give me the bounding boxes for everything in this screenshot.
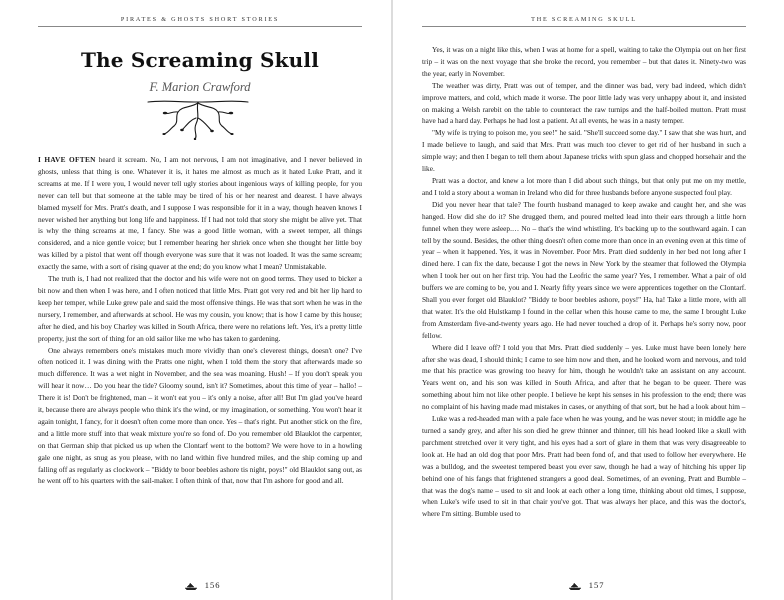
paragraph: The truth is, I had not realized that the doctor and his wife were not on good terms. They used to bicker a bit now and then when I was here, and I often noticed that little Mrs. Pratt got very red and bit her lip hard to keep her temper, while Luke grew pale and said the most offensive things. He was that sort when he was in the nursery, I remember, and afterwards at school. He was my cousin, you know; that is how I came by this house; after he died, and his boy Charley was killed in South Africa, there were no relations left. Yes, it's a pretty little property, just the sort of thing for an old sailor like me who has taken to gardening.	[38, 274, 362, 343]
opening-words: I HAVE OFTEN	[38, 155, 96, 164]
page-number-left: 156	[204, 580, 221, 590]
paragraph: Luke was a red-headed man with a pale face when he was young, and he was never stout; in middle age he turned a sandy grey, and after his son died he grew thinner and thinner, till his head looked like a skull with parchment stretched over it very tight, and his eyes had a sort of glare in them that was very disagreeable to look at. He had an old dog that poor Mrs. Pratt had been fond of, and that used to follow her everywhere. He was a bulldog, and the sweetest tempered beast you ever saw, though he had a way of hitching his upper lip behind one of his fangs that frightened strangers a good deal. Sometimes, of an evening, Pratt and Bumble – that was the dog's name – used to sit and look at each other a long time, thinking about old times, I suppose, when Luke's wife used to sit in that chair you've got. That was always her place, and this was the doctor's, where I'm sitting. Bumble used to	[422, 414, 746, 519]
paragraph: Did you never hear that tale? The fourth husband managed to keep awake and caught her, and she was hanged. How did she do it? She drugged them, and poured melted lead into their ears through a little horn funnel when they were asleep.… No – that's the wind whistling. It's backing up to the southward again. I can tell by the sound. Besides, the other thing doesn't often come more than once in an evening even at this time of year – when it happened. Yes, it was in November. Poor Mrs. Pratt died suddenly in her bed not long after I dined here. I can fix the date, because I got the news in New York by the steamer that followed the Olympia when I took her out on her first trip. You had the Leofric the same year? Yes, I remember. What a pair of old buffers we are coming to be, you and I. Nearly fifty years since we were apprentices together on the Clontarf. Shall you ever forget old Blauklot? "Biddy te boor beebles ashore, poys!" Ha, ha! Take a little more, with all that water. It's the old Hulstkamp I found in the cellar when this house came to me, the same I brought Luke from Amsterdam five-and-twenty years ago. He had never touched a drop of it. Perhaps he's sorry now, poor fellow.	[422, 199, 746, 340]
ship-icon	[569, 583, 581, 590]
paragraph: The weather was dirty, Pratt was out of temper, and the dinner was bad, very bad indeed, which didn't improve matters, and cold, which made it worse. The poor little lady was very unhappy about it, and insisted on making a Welsh rarebit on the table to counteract the raw turnips and the half-boiled mutton. Pratt must have had a hard day. Perhaps he had lost a patient. At all events, he was in a nasty temper.	[422, 80, 746, 126]
running-head-right: THE SCREAMING SKULL	[531, 16, 637, 23]
folio-right	[422, 580, 746, 590]
paragraph: "My wife is trying to poison me, you see!" he said. "She'll succeed some day." I saw that she was hurt, and I made believe to laugh, and said that Mrs. Pratt was much too clever to get rid of her husband in such a simple way; and then I began to tell them about Japanese tricks with spun glass and chopped horsehair and the like.	[422, 128, 746, 174]
folio-left	[38, 580, 362, 590]
running-head-left: PIRATES & GHOSTS SHORT STORIES	[120, 16, 280, 23]
vine-ornament-icon	[138, 96, 258, 140]
ship-icon	[185, 583, 197, 590]
story-author: F. Marion Crawford	[149, 80, 251, 94]
paragraph: Pratt was a doctor, and knew a lot more than I did about such things, but that only put me on my mettle, and I told a story about a woman in Ireland who did for three husbands before anyone suspected foul play.	[422, 175, 746, 197]
right-page	[392, 0, 784, 600]
left-page-body	[38, 154, 362, 487]
paragraph: One always remembers one's mistakes much more vividly than one's cleverest things, doesn't one? I've often noticed it. I was dining with the Pratts one night, when I told them the story that afterwards made so much difference. It was a wet night in November, and the sea was moaning. Hush! – If you don't speak you will hear it now… Do you hear the tide? Gloomy sound, isn't it? Sometimes, about this time of year – hallo! – There it is! Don't be frightened, man – it won't eat you – it's only a noise, after all! But I'm glad you've heard it, because there are always people who think it's the wind, or my imagination, or something. You won't hear it again tonight, I fancy, for it doesn't often come more than once. Yes – that's right. Put another stick on the fire, and a little more stuff into that weak mixture you're so fond of. Do you remember old Blauklot the carpenter, on that German ship that picked us up when the Clontarf went to the bottom? We were hove to in a howling gale one night, as snug as you please, with no land within five hundred miles, and the ship coming up and falling off as regularly as clockwork – "Biddy te boor beebles ashore tis night, poys!" old Blauklot sang out, as he went off to his quarters with the sail-maker. I often think of that, now that I'm ashore for good and all.	[38, 345, 362, 486]
paragraph	[38, 154, 362, 273]
header-rule-left	[38, 26, 362, 27]
paragraph: Yes, it was on a night like this, when I was at home for a spell, waiting to take the Olympia out on her first trip – it was on the next voyage that she broke the record, you remember – but that dates it. Ninety-two was the year, early in November.	[422, 45, 746, 78]
page-number-right: 157	[588, 580, 605, 590]
paragraph: Where did I leave off? I told you that Mrs. Pratt died suddenly – yes. Luke must have been lonely here after she was dead, I should think; I came to see him now and then, and he looked worn and nervous, and told me that his practice was growing too heavy for him, though he wouldn't take an assistant on any account. Years went on, and his son was killed in South Africa, and after that he began to be queer. There was something about him not like other people. I believe he kept his senses in his profession to the end; there was no complaint of his having made mad mistakes in cases, or anything of that sort, but he had a look about him –	[422, 342, 746, 412]
paragraph-text: heard it scream. No, I am not nervous, I am not imaginative, and I never believed in ghosts, unless that thing is one. Whatever it is, it hates me almost as much as it hated Luke Pratt, and it screams at me. If I were you, I would never tell ugly stories about ingenious ways of killing people, for you never can tell but that someone at the table may be tired of his or her nearest and dearest. I have always blamed myself for Mrs. Pratt's death, and I suppose I was responsible for it in a way, though heaven knows I never wished her anything but long life and happiness. If I had not told that story she might be alive yet. That is why the thing screams at me, I fancy. She was a good little woman, with a sweet temper, all things considered, and a nice gentle voice; but I remember hearing her shriek once when she thought her little boy was killed by a pistol that went off though everyone was sure that it was not loaded. It was the same scream; exactly the same, with a sort of rising quaver at the end; do you know what I mean? Unmistakable.	[38, 155, 362, 272]
right-page-body	[422, 44, 746, 520]
header-rule-right	[422, 26, 746, 27]
story-title: The Screaming Skull	[80, 48, 320, 72]
